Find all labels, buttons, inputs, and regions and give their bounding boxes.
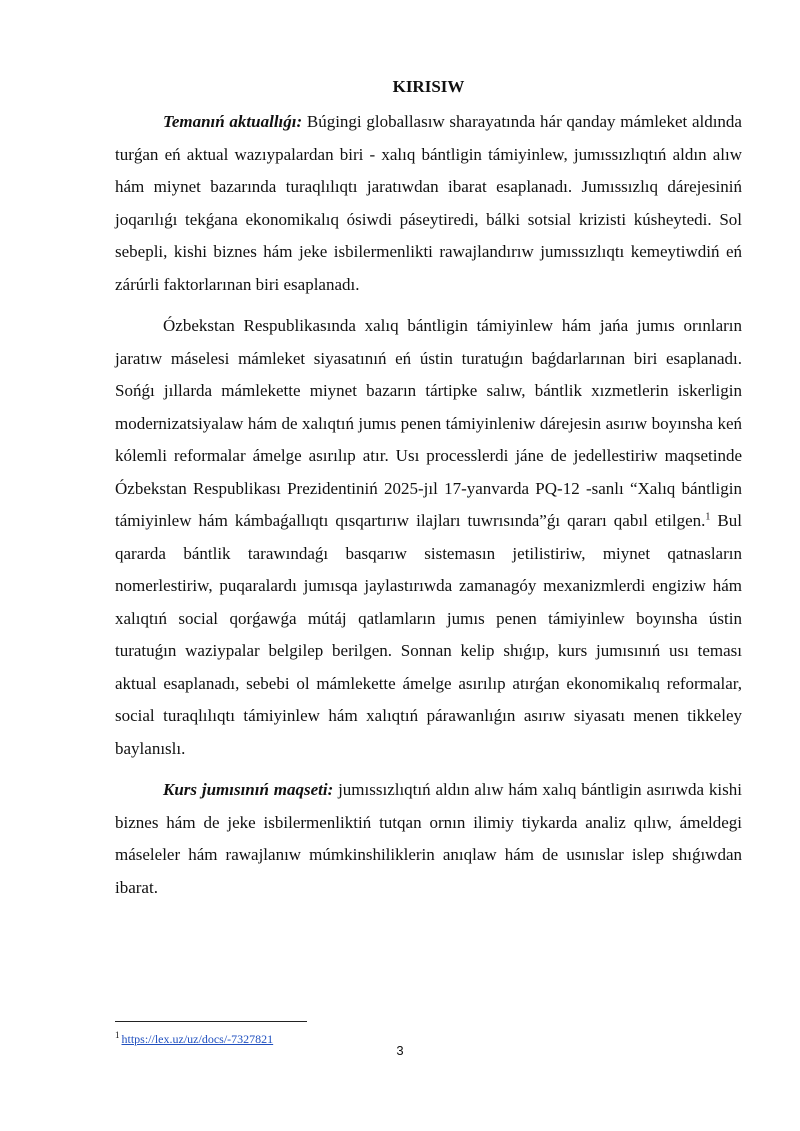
footnote-link[interactable]: https://lex.uz/uz/docs/-7327821 [121,1032,274,1046]
footnote-number: 1 [115,1030,120,1040]
paragraph-text: Bul qararda bántlik tarawındaǵı basqarıw sistemasın jetilistiriw, miynet qatnasların nomerlestiriw, puqaralardı jumısqa jaylastırıwda zamanagóy mexanizmlerdi engiziw hám xalıqtıń social qorǵawǵa mútáj qatlamların jumıs penen támiyinlew boyınsha ústin turatuǵın waziypalar belgilep berilgen. Sonnan kelip shıǵıp, kurs jumısınıń usı teması aktual esaplanadı, sebebi ol mámlekette ámelge asırılıp atırǵan ekonomikalıq reformalar, social turaqlılıqtı támiyinlew hám xalıqtıń párawanlıǵın asırıw siyasatı menen tikkeley baylanıslı. [115,511,742,758]
paragraph-text: jumıssızlıqtıń aldın alıw hám xalıq bántligin asırıwda kishi biznes hám de jeke isbilermenliktiń tutqan ornın ilimiy tiykarda analiz qılıw, ámeldegi máseleler hám rawajlanıw múmkinshiliklerin anıqlaw hám de usınıslar islep shıǵıwdan ibarat. [115,780,742,897]
section-heading: KIRISIW [392,77,465,96]
footnote-reference[interactable]: 1 [705,511,711,523]
paragraph-context [115,310,742,765]
document-body [115,74,742,913]
paragraph-text: Ózbekstan Respublikasında xalıq bántligin támiyinlew hám jańa jumıs orınların jaratıw máselesi mámleket siyasatınıń eń ústin turatuǵın baǵdarlarınan biri esaplanadı. Sońǵı jıllarda mámlekette miynet bazarın tártipke salıw, bántlik xızmetlerin iskerligin modernizatsiyalaw hám de xalıqtıń jumıs penen támiyinleniw dárejesin asırıw boyınsha keń kólemli reformalar ámelge asırılıp atır. Usı processlerdi jáne de jedellestiriw maqsetinde Ózbekstan Respublikası Prezidentiniń 2025-jıl 17-yanvarda PQ-12 -sanlı “Xalıq bántligin támiyinlew hám kámbaǵallıqtı qısqartırıw ilajları tuwrısında”ǵı qararı qabıl etilgen. [115,316,742,530]
paragraph-lead: Temanıń aktuallıǵı: [163,112,303,131]
footnote-separator [115,1021,307,1022]
paragraph-lead: Kurs jumısınıń maqseti: [163,780,334,799]
paragraph-course-goal [115,774,742,904]
page-number: 3 [396,1043,404,1058]
paragraph-topic-relevance [115,106,742,301]
paragraph-text: Búgingi globallasıw sharayatında hár qanday mámleket aldında turǵan eń aktual wazıypalardan biri - xalıq bántligin támiyinlew, jumıssızlıqtıń aldın alıw hám miynet bazarında turaqlılıqtı jaratıwdan ibarat esaplanadı. Jumıssızlıq dárejesiniń joqarılıǵı tekǵana ekonomikalıq ósiwdi páseytiredi, bálki sotsial krizisti kúsheytedi. Sol sebepli, kishi biznes hám jeke isbilermenlikti rawajlandırıw jumıssızlıqtı kemeytiwdiń eń zárúrli faktorlarınan biri esaplanadı. [115,112,742,294]
